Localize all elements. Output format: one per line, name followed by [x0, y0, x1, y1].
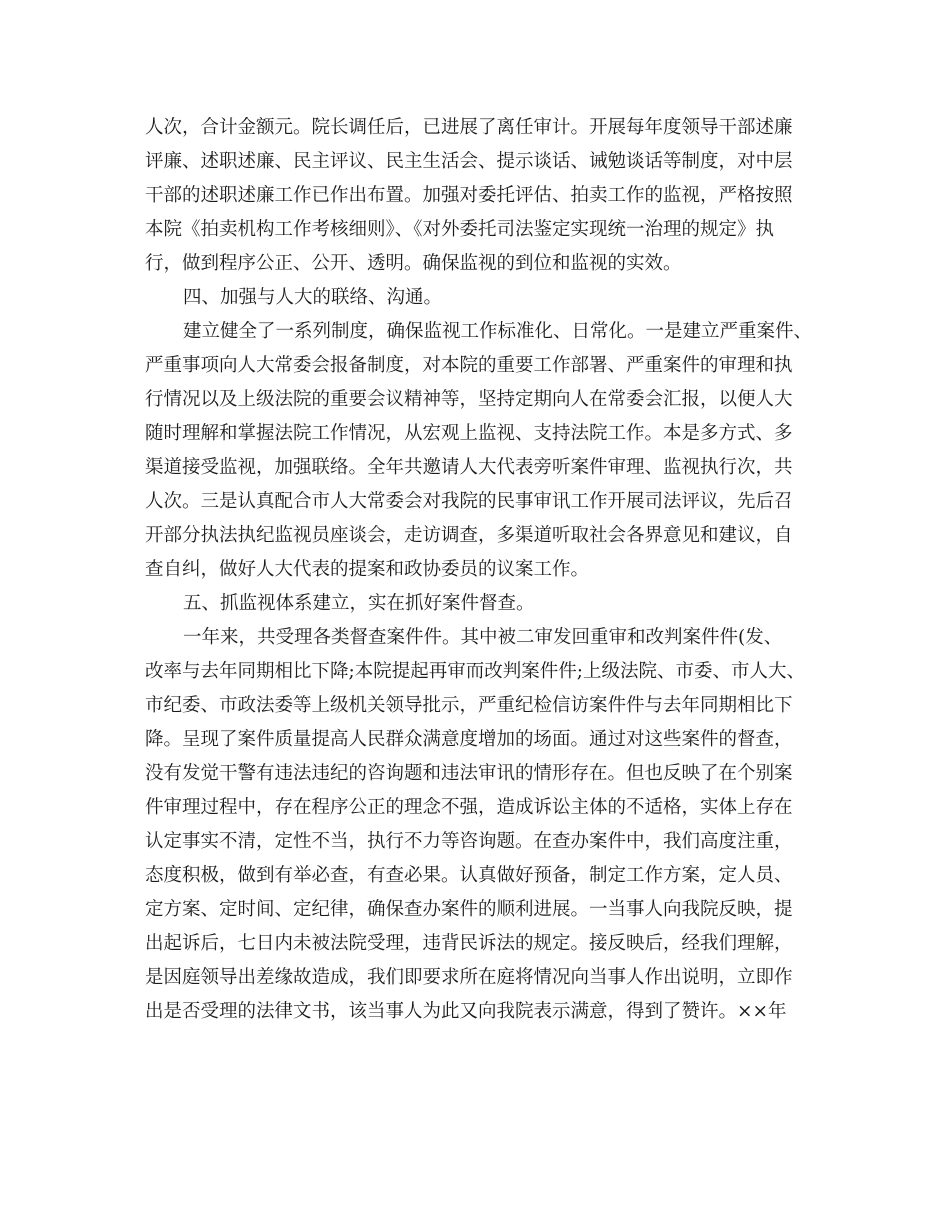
- text-line: 建立健全了一系列制度，确保监视工作标准化、日常化。一是建立严重案件、: [183, 321, 813, 342]
- text-line: 评廉、述职述廉、民主评议、民主生活会、提示谈话、诫勉谈话等制度，对中层: [145, 151, 793, 172]
- text-line: 开部分执法执纪监视员座谈会，走访调查，多渠道听取社会各界意见和建议，自: [145, 525, 793, 546]
- text-line: 态度积极，做到有举必查，有查必果。认真做好预备，制定工作方案，定人员、: [145, 865, 793, 886]
- text-line: 件审理过程中，存在程序公正的理念不强，造成诉讼主体的不适格，实体上存在: [145, 797, 793, 818]
- text-line: 没有发觉干警有违法违纪的咨询题和违法审讯的情形存在。但也反映了在个别案: [145, 763, 793, 784]
- text-line: 随时理解和掌握法院工作情况，从宏观上监视、支持法院工作。本是多方式、多: [145, 423, 793, 444]
- text-line: 是因庭领导出差缘故造成，我们即要求所在庭将情况向当事人作出说明，立即作: [145, 967, 793, 988]
- text-line: 认定事实不清，定性不当，执行不力等咨询题。在查办案件中，我们高度注重，: [145, 831, 793, 852]
- text-line: 渠道接受监视，加强联络。全年共邀请人大代表旁听案件审理、监视执行次，共: [145, 457, 793, 478]
- section-heading: 五、抓监视体系建立，实在抓好案件督查。: [183, 593, 535, 614]
- text-line: 出起诉后，七日内未被法院受理，违背民诉法的规定。接反映后，经我们理解，: [145, 933, 793, 954]
- text-line: 查自纠，做好人大代表的提案和政协委员的议案工作。: [145, 559, 590, 580]
- text-line: 严重事项向人大常委会报备制度，对本院的重要工作部署、严重案件的审理和执: [145, 355, 793, 376]
- section-heading: 四、加强与人大的联络、沟通。: [183, 287, 443, 308]
- text-line: 市纪委、市政法委等上级机关领导批示，严重纪检信访案件件与去年同期相比下: [145, 695, 793, 716]
- text-line: 定方案、定时间、定纪律，确保查办案件的顺利进展。一当事人向我院反映，提: [145, 899, 793, 920]
- text-line: 干部的述职述廉工作已作出布置。加强对委托评估、拍卖工作的监视，严格按照: [145, 185, 793, 206]
- text-line: 本院《拍卖机构工作考核细则》、《对外委托司法鉴定实现统一治理的规定》执: [145, 219, 775, 240]
- text-line: 行，做到程序公正、公开、透明。确保监视的到位和监视的实效。: [145, 253, 682, 274]
- text-line: 行情况以及上级法院的重要会议精神等，坚持定期向人在常委会汇报，以便人大: [145, 389, 793, 410]
- text-line: 出是否受理的法律文书，该当事人为此又向我院表示满意，得到了赞许。××年: [145, 1001, 787, 1022]
- text-line: 人次，合计金额元。院长调任后，已进展了离任审计。开展每年度领导干部述廉: [145, 117, 793, 138]
- text-line: 改率与去年同期相比下降;本院提起再审而改判案件件;上级法院、市委、市人大、: [145, 661, 805, 682]
- text-line: 人次。三是认真配合市人大常委会对我院的民事审讯工作开展司法评议，先后召: [145, 491, 793, 512]
- text-line: 降。呈现了案件质量提高人民群众满意度增加的场面。通过对这些案件的督查，: [145, 729, 793, 750]
- text-line: 一年来，共受理各类督查案件件。其中被二审发回重审和改判案件件(发、: [183, 627, 783, 648]
